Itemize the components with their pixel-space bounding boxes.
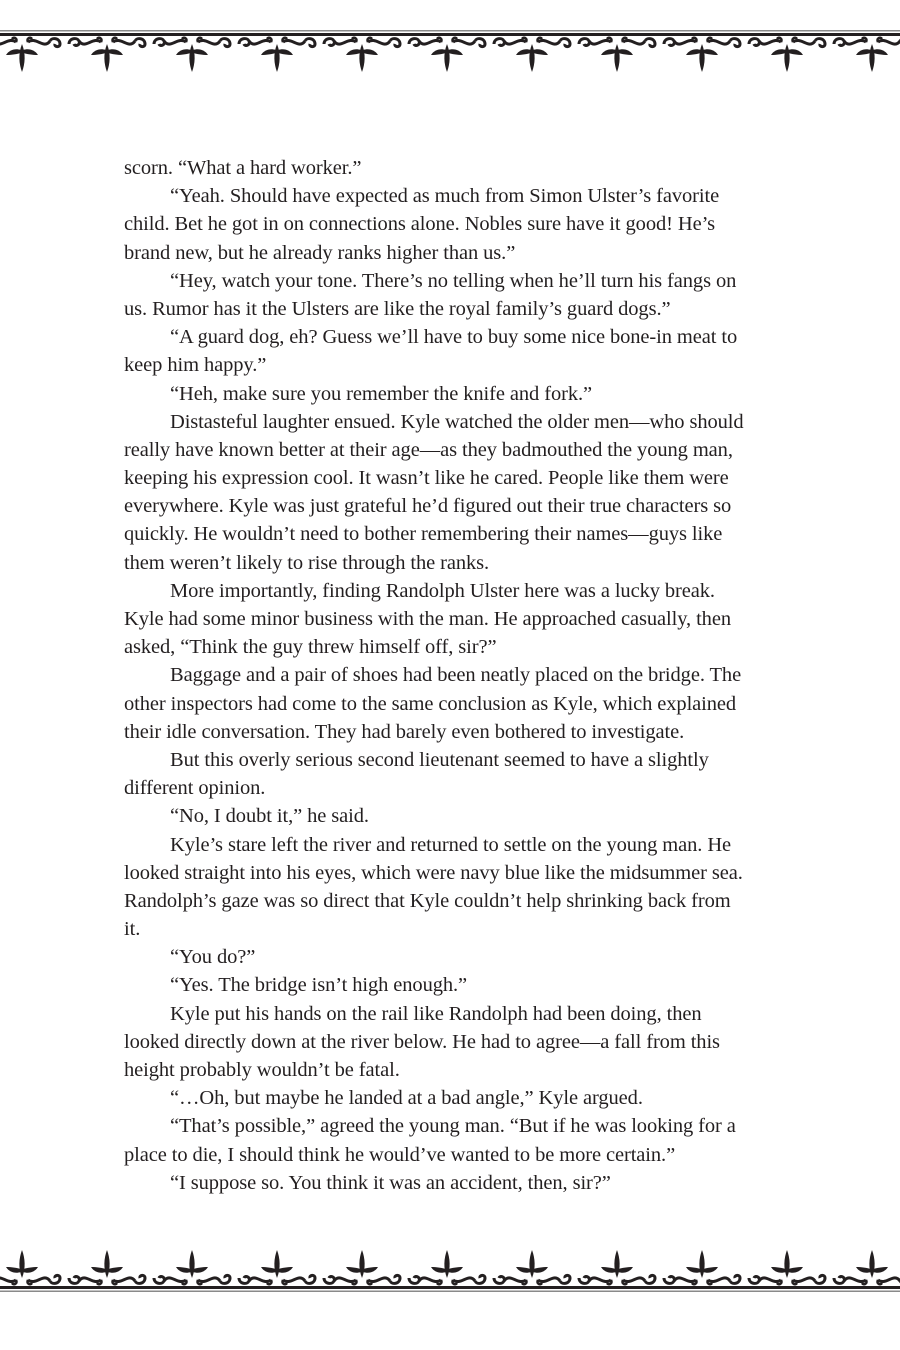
book-page-body — [124, 154, 824, 1197]
paragraph — [124, 802, 824, 830]
text-line: looked directly down at the river below. He had to agree—a fall from this — [124, 1030, 720, 1053]
text-line: More importantly, finding Randolph Ulster here was a lucky break. — [170, 579, 715, 602]
text-line: “You do?” — [170, 946, 256, 969]
paragraph — [124, 746, 824, 802]
text-line: everywhere. Kyle was just grateful he’d figured out their true characters so — [124, 495, 732, 518]
text-line: “…Oh, but maybe he landed at a bad angle,” Kyle argued. — [170, 1087, 643, 1110]
text-line: “Yeah. Should have expected as much from Simon Ulster’s favorite — [170, 185, 720, 208]
paragraph — [124, 154, 824, 182]
paragraph — [124, 661, 824, 746]
paragraph — [124, 1000, 824, 1085]
text-line: asked, “Think the guy threw himself off, sir?” — [124, 636, 497, 659]
text-line: child. Bet he got in on connections alone. Nobles sure have it good! He’s — [124, 213, 716, 236]
text-line: Kyle had some minor business with the man. He approached casually, then — [124, 608, 731, 630]
paragraph — [124, 577, 824, 662]
text-line: them weren’t likely to rise through the ranks. — [124, 551, 490, 574]
text-line: Baggage and a pair of shoes had been neatly placed on the bridge. The — [170, 664, 742, 687]
text-line: height probably wouldn’t be fatal. — [124, 1059, 400, 1081]
bottom-ornamental-border — [0, 1246, 900, 1296]
text-line: Kyle put his hands on the rail like Randolph had been doing, then — [170, 1002, 702, 1025]
text-line: us. Rumor has it the Ulsters are like the royal family’s guard dogs.” — [124, 297, 671, 320]
text-line: “Yes. The bridge isn’t high enough.” — [170, 974, 468, 997]
paragraph — [124, 831, 824, 944]
text-line: other inspectors had come to the same conclusion as Kyle, which explained — [124, 692, 737, 715]
text-line: quickly. He wouldn’t need to bother remembering their names—guys like — [124, 523, 723, 546]
text-line: keep him happy.” — [124, 354, 267, 377]
text-line: “Heh, make sure you remember the knife and fork.” — [170, 382, 593, 405]
text-line: “I suppose so. You think it was an accident, then, sir?” — [170, 1171, 611, 1194]
text-line: it. — [124, 918, 141, 941]
text-line: Kyle’s stare left the river and returned to settle on the young man. He — [170, 833, 732, 856]
paragraph — [124, 408, 824, 577]
text-line: scorn. “What a hard worker.” — [124, 157, 362, 179]
text-line: Randolph’s gaze was so direct that Kyle couldn’t help shrinking back from — [124, 889, 731, 912]
paragraph — [124, 943, 824, 971]
text-line: “No, I doubt it,” he said. — [170, 805, 369, 828]
text-line: keeping his expression cool. It wasn’t like he cared. People like them were — [124, 467, 729, 490]
paragraph — [124, 267, 824, 323]
paragraph — [124, 971, 824, 999]
text-line: brand new, but he already ranks higher than us.” — [124, 241, 516, 264]
text-line: Distasteful laughter ensued. Kyle watched the older men—who should — [170, 410, 744, 433]
text-line: their idle conversation. They had barely even bothered to investigate. — [124, 720, 685, 743]
paragraph — [124, 1084, 824, 1112]
text-line: “That’s possible,” agreed the young man. “But if he was looking for a — [170, 1115, 736, 1138]
paragraph — [124, 182, 824, 267]
paragraph — [124, 1112, 824, 1168]
text-line: looked straight into his eyes, which were navy blue like the midsummer sea. — [124, 861, 743, 884]
text-line: “Hey, watch your tone. There’s no telling when he’ll turn his fangs on — [170, 269, 737, 292]
text-line: really have known better at their age—as they badmouthed the young man, — [124, 438, 733, 461]
text-line: But this overly serious second lieutenant seemed to have a slightly — [170, 748, 709, 771]
top-ornamental-border — [0, 26, 900, 76]
text-line: different opinion. — [124, 777, 266, 800]
text-line: place to die, I should think he would’ve wanted to be more certain.” — [124, 1143, 676, 1166]
paragraph — [124, 1169, 824, 1197]
paragraph — [124, 323, 824, 379]
text-line: “A guard dog, eh? Guess we’ll have to buy some nice bone-in meat to — [170, 326, 738, 349]
paragraph — [124, 380, 824, 408]
